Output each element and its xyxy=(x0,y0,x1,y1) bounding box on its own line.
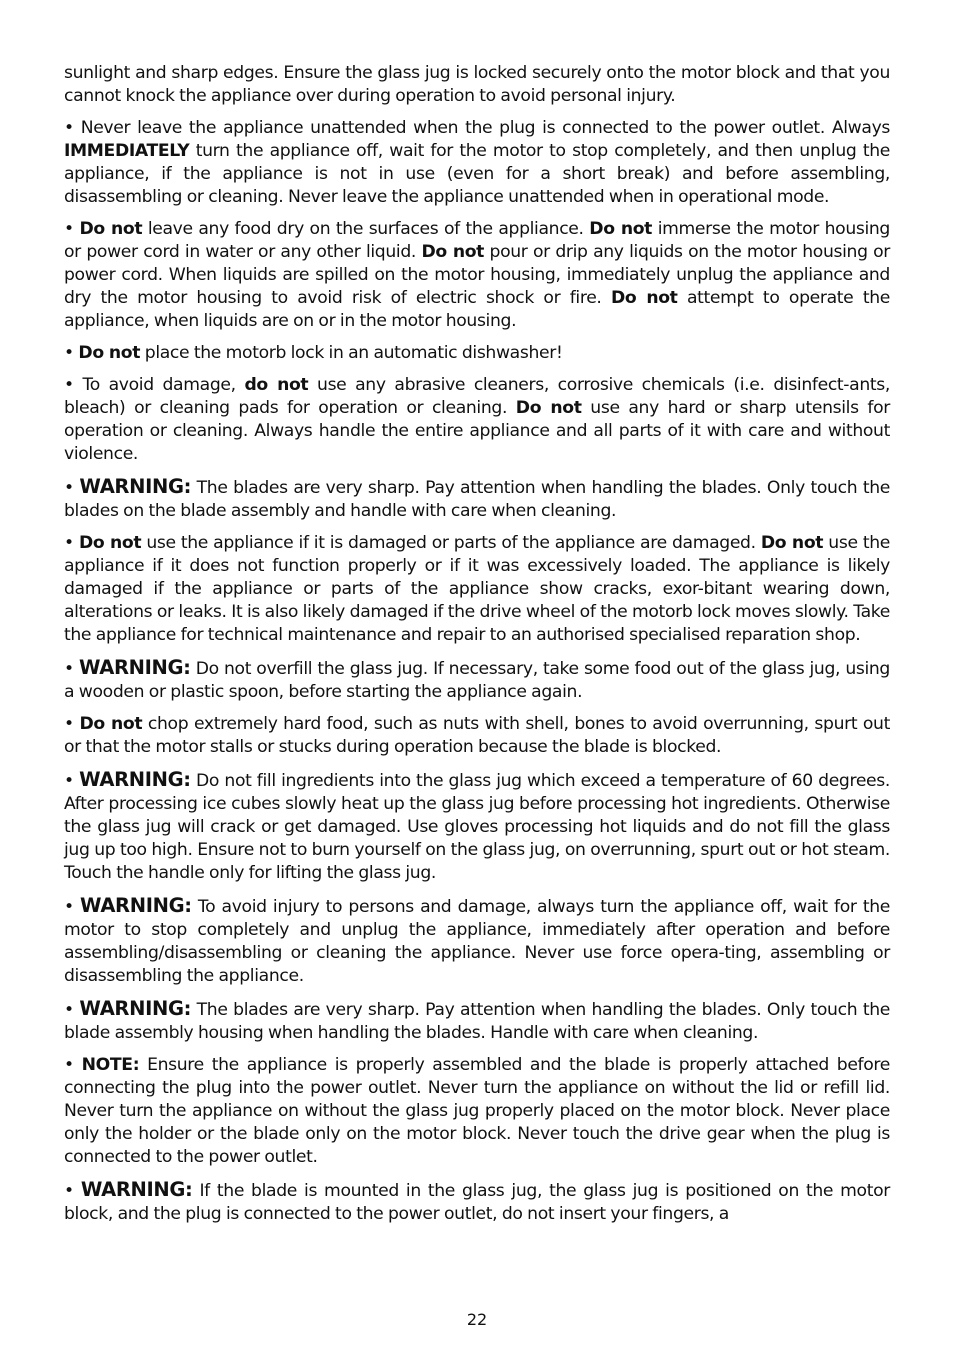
text-run: • xyxy=(64,533,79,553)
bold-text: Do not xyxy=(589,219,653,239)
text-run: The blades are very sharp. Pay attention when handling the blades. Only touch the blade assembly housing when handling the blades. Handle with care when cleaning. xyxy=(64,1000,891,1043)
text-run: • Never leave the appliance unattended when the plug is connected to the power outlet. Always xyxy=(64,118,890,138)
bold-text: IMMEDIATELY xyxy=(64,141,190,161)
bold-text: WARNING: xyxy=(79,997,192,1020)
text-run: chop extremely hard food, such as nuts with shell, bones to avoid overrunning, spurt out or that the motor stalls or stucks during operation because the blade is blocked. xyxy=(64,714,890,757)
text-run: Ensure the appliance is properly assembled and the blade is properly attached before connecting the plug into the power outlet. Never turn the appliance on without the lid or refill lid. Never turn the appliance on without the glass jug properly placed on the motor block. Never place only the holder or the blade only on the motor block. Never touch the drive gear when the plug is connected to the power outlet. xyxy=(64,1055,890,1167)
text-run: To avoid injury to persons and damage, always turn the appliance off, wait for the motor to stop completely and unplug the appliance, immediately after operation and before assembling/disassembling or cleaning the appliance. Never use force opera-ting, assembling or disassembling the appliance. xyxy=(64,897,890,986)
paragraph xyxy=(64,342,890,365)
text-run: attempt to operate the appliance, when liquids are on or in the motor housing. xyxy=(64,288,890,331)
paragraph xyxy=(64,894,890,988)
bold-text: WARNING: xyxy=(80,894,192,917)
bold-text: do not xyxy=(244,375,309,395)
text-run: • xyxy=(64,1055,82,1075)
bold-text: WARNING: xyxy=(78,656,191,679)
text-run: If the blade is mounted in the glass jug, the glass jug is positioned on the motor block, and the plug is connected to the power outlet, do not insert your fingers, a xyxy=(64,1181,890,1224)
text-run: • xyxy=(64,343,79,363)
bold-text: Do not xyxy=(515,398,582,418)
text-run: • xyxy=(64,219,80,239)
paragraph xyxy=(64,218,890,333)
bold-text: WARNING: xyxy=(79,475,192,498)
paragraph xyxy=(64,475,890,523)
bold-text: Do not xyxy=(421,242,485,262)
paragraph xyxy=(64,1178,890,1226)
text-run: pour or drip any liquids on the motor housing or power cord. When liquids are spilled on the motor housing, immediately unplug the appliance and dry the motor housing to avoid risk of electric shock or fire. xyxy=(64,242,890,308)
bold-text: WARNING: xyxy=(79,768,191,791)
text-run: The blades are very sharp. Pay attention when handling the blades. Only touch the blades on the blade assembly and handle with care when cleaning. xyxy=(64,478,891,521)
text-run: Do not fill ingredients into the glass jug which exceed a temperature of 60 degrees. After processing ice cubes slowly heat up the glass jug before processing hot ingredients. Otherwise the glass jug will crack or get damaged. Use gloves processing hot liquids and do not fill the glass jug up too high. Ensure not to burn yourself on the glass jug, on overrunning, spurt out or hot steam. Touch the handle only for lifting the glass jug. xyxy=(64,771,890,883)
text-run: • xyxy=(64,478,80,498)
bold-text: Do not xyxy=(760,533,824,553)
text-run: use the appliance if it is damaged or parts of the appliance are damaged. xyxy=(141,533,761,553)
text-run: leave any food dry on the surfaces of the appliance. xyxy=(142,219,590,239)
bold-text: Do not xyxy=(78,533,142,553)
page-number: 22 xyxy=(466,1310,488,1329)
paragraph xyxy=(64,1054,890,1169)
text-run: • xyxy=(64,1181,81,1201)
bold-text: Do not xyxy=(610,288,678,308)
bold-text: Do not xyxy=(79,219,143,239)
text-run: immerse the motor housing or power cord in water or any other liquid. xyxy=(64,219,890,262)
paragraph xyxy=(64,532,890,647)
text-run: • xyxy=(64,1000,80,1020)
text-run: Do not overfill the glass jug. If necessary, take some food out of the glass jug, using a wooden or plastic spoon, before starting the appliance again. xyxy=(64,659,890,702)
text-run: • To avoid damage, xyxy=(64,375,245,395)
text-run: turn the appliance off, wait for the motor to stop completely, and then unplug the appliance, if the appliance is not in use (even for a short break) and before assembling, disassembling or cleaning. Never leave the appliance unattended when in operational mode. xyxy=(64,141,890,207)
bold-text: Do not xyxy=(79,714,143,734)
text-run: use any hard or sharp utensils for operation or cleaning. Always handle the entire appliance and all parts of it with care and without violence. xyxy=(64,398,890,464)
text-run: use any abrasive cleaners, corrosive chemicals (i.e. disinfect-ants, bleach) or cleaning pads for operation or cleaning. xyxy=(64,375,890,418)
text-run: • xyxy=(64,659,79,679)
paragraph xyxy=(64,117,890,209)
text-run: • xyxy=(64,771,80,791)
text-run: sunlight and sharp edges. Ensure the glass jug is locked securely onto the motor block and that you cannot knock the appliance over during operation to avoid personal injury. xyxy=(64,63,890,106)
bold-text: WARNING: xyxy=(80,1178,193,1201)
paragraph xyxy=(64,374,890,466)
paragraph xyxy=(64,997,890,1045)
text-run: place the motorb lock in an automatic dishwasher! xyxy=(140,343,563,363)
paragraph xyxy=(64,713,890,759)
text-run: use the appliance if it does not function properly or if it was excessively loaded. The appliance is likely damaged if the appliance or parts of the appliance show cracks, exor-bitant wearing down, alterations or leaks. It is also likely damaged if the drive wheel of the motorb lock moves slowly. Take the appliance for technical maintenance and repair to an authorised specialised reparation shop. xyxy=(64,533,890,645)
text-run: • xyxy=(64,897,81,917)
text-run: • xyxy=(64,714,80,734)
paragraph xyxy=(64,656,890,704)
document-body xyxy=(64,62,890,1235)
bold-text: Do not xyxy=(78,343,141,363)
paragraph xyxy=(64,768,890,885)
paragraph xyxy=(64,62,890,108)
bold-text: NOTE: xyxy=(81,1055,140,1075)
